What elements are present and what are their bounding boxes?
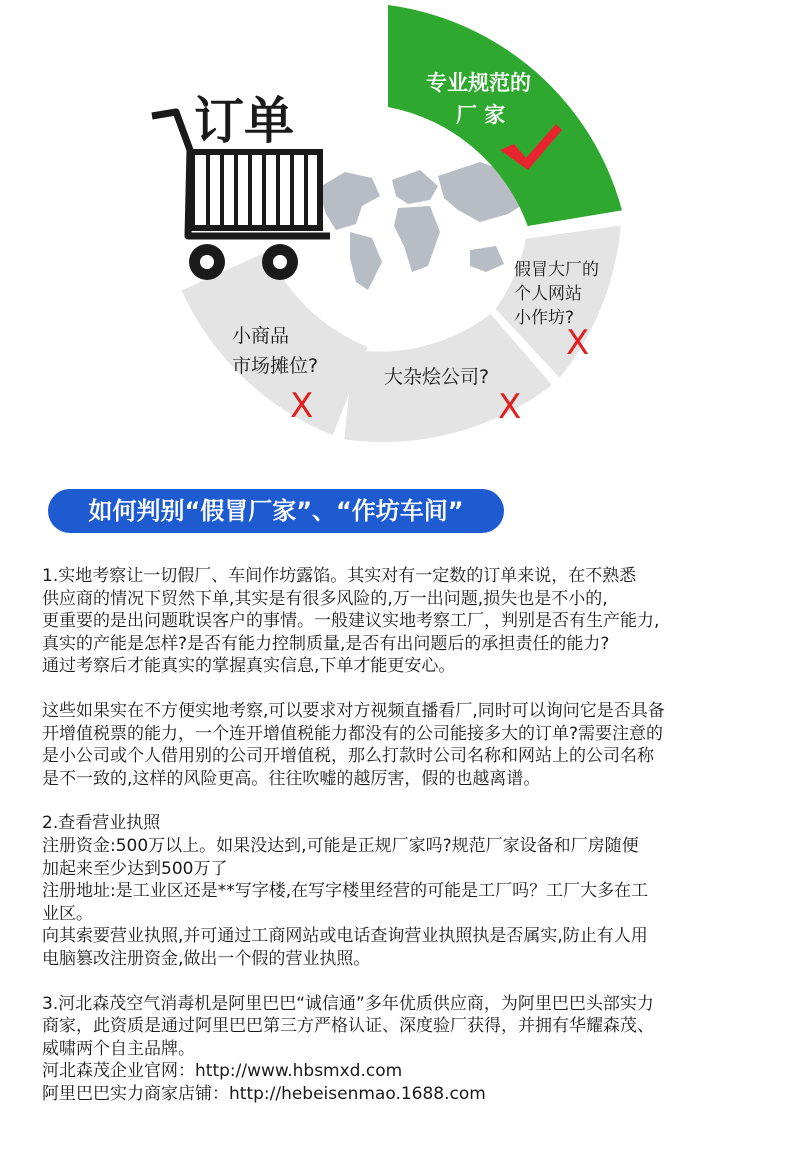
- text-line: 业区。: [42, 903, 93, 924]
- paragraph-3: [42, 812, 762, 970]
- text-line: 2.查看营业执照: [42, 813, 161, 834]
- small-goods-line2: 市场摊位?: [232, 355, 319, 377]
- green-label-line1: 专业规范的: [426, 71, 531, 95]
- text-line: 1.实地考察让一切假厂、车间作坊露馅。其实对有一定数的订单来说，在不熟悉: [42, 566, 637, 586]
- text-line: 注册地址:是工业区还是**写字楼,在写字楼里经营的可能是工厂吗？工厂大多在工: [42, 881, 649, 902]
- store-link[interactable]: 阿里巴巴实力商家店铺：http://hebeisenmao.1688.com: [42, 1083, 486, 1104]
- text-line: 向其索要营业执照,并可通过工商网站或电话查询营业执照执是否属实,防止有人用: [42, 926, 648, 947]
- fake-factory-line1: 假冒大厂的: [514, 260, 599, 280]
- x-mark-small-goods: X: [290, 386, 314, 426]
- order-label: 订单: [194, 92, 294, 150]
- section-banner: [48, 489, 504, 533]
- text-line: 商家，此资质是通过阿里巴巴第三方严格认证、深度验厂获得，并拥有华耀森茂、: [42, 1016, 654, 1037]
- x-mark-fake-factory: X: [566, 323, 590, 363]
- text-line: 更重要的是出问题耽误客户的事情。一般建议实地考察工厂，判别是否有生产能力,: [42, 611, 660, 632]
- hodgepodge-label: 大杂烩公司?: [384, 366, 490, 388]
- text-line: 通过考察后才能真实的掌握真实信息,下单才能更安心。: [42, 656, 456, 677]
- fake-factory-line3: 小作坊?: [514, 308, 575, 328]
- x-mark-hodgepodge: X: [498, 387, 522, 427]
- text-line: 真实的产能是怎样?是否有能力控制质量,是否有出问题后的承担责任的能力?: [42, 633, 610, 654]
- text-line: 加起来至少达到500万了: [42, 858, 228, 879]
- text-line: 电脑篡改注册资金,做出一个假的营业执照。: [42, 948, 371, 969]
- text-line: 开增值税票的能力，一个连开增值税能力都没有的公司能接多大的订单?需要注意的: [42, 723, 664, 744]
- paragraph-4: [42, 993, 762, 1106]
- article-body: [42, 565, 762, 1105]
- text-line: 供应商的情况下贸然下单,其实是有很多风险的,万一出问题,损失也是不小的,: [42, 588, 608, 609]
- text-line: 威啸两个自主品牌。: [42, 1038, 195, 1059]
- small-goods-line1: 小商品: [232, 325, 290, 347]
- paragraph-1: [42, 565, 762, 678]
- segmented-ring-graphic: [0, 0, 790, 470]
- fake-factory-line2: 个人网站: [514, 284, 582, 304]
- green-label-line2: 厂 家: [456, 103, 506, 127]
- text-line: 3.河北森茂空气消毒机是阿里巴巴“诚信通”多年优质供应商，为阿里巴巴头部实力: [42, 993, 654, 1014]
- text-line: 这些如果实在不方便实地考察,可以要求对方视频直播看厂,同时可以询问它是否具备: [42, 700, 665, 721]
- text-line: 是不一致的,这样的风险更高。往往吹嘘的越厉害，假的也越离谱。: [42, 768, 541, 789]
- banner-title: 如何判别“假冒厂家”、“作坊车间”: [88, 497, 464, 525]
- website-link[interactable]: 河北森茂企业官网：http://www.hbsmxd.com: [42, 1061, 403, 1082]
- text-line: 注册资金:500万以上。如果没达到,可能是正规厂家吗?规范厂家设备和厂房随便: [42, 835, 639, 856]
- world-map-icon: [318, 162, 530, 290]
- paragraph-2: [42, 700, 762, 790]
- text-line: 是小公司或个人借用别的公司开增值税，那么打款时公司名称和网站上的公司名称: [42, 746, 654, 767]
